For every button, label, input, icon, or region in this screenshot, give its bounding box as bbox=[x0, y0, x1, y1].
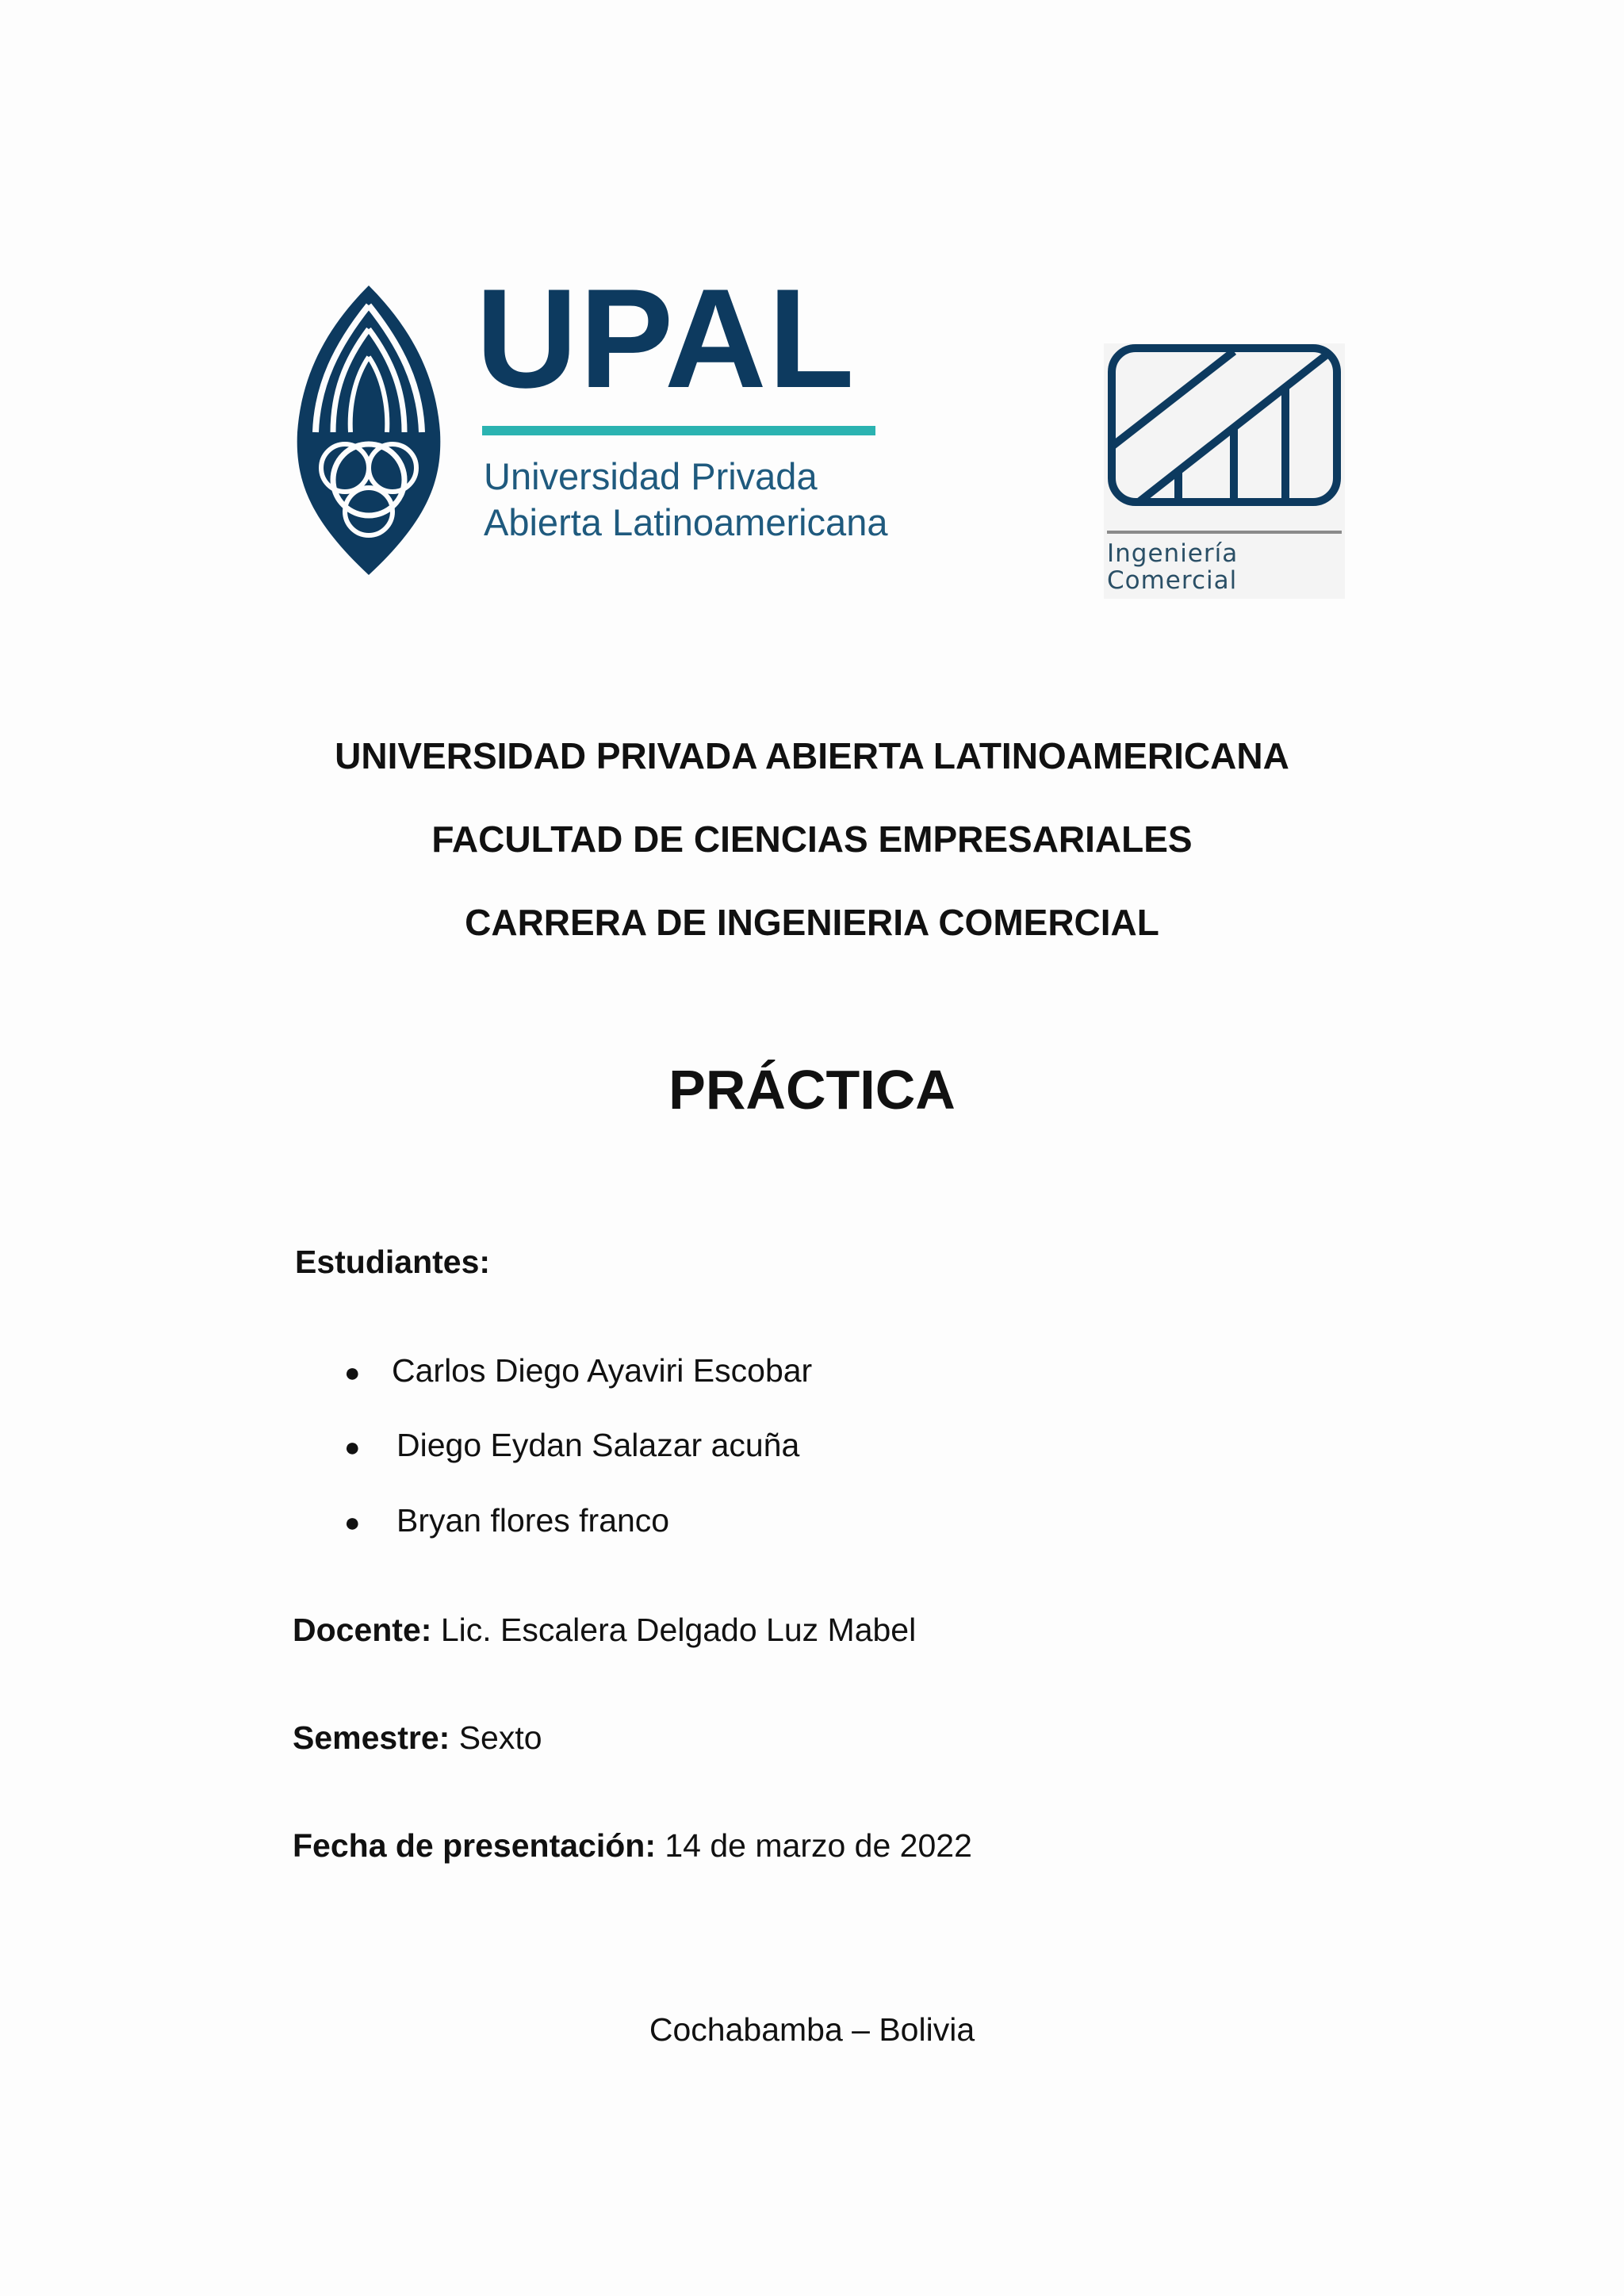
teacher-value: Lic. Escalera Delgado Luz Mabel bbox=[440, 1612, 917, 1648]
document-title: PRÁCTICA bbox=[668, 1059, 956, 1121]
date-value: 14 de marzo de 2022 bbox=[665, 1827, 972, 1864]
ing-line1: Ingeniería bbox=[1107, 539, 1239, 568]
student-list-item bbox=[344, 1351, 812, 1393]
upal-wordmark: UPAL bbox=[476, 259, 856, 417]
bar-growth-icon bbox=[1107, 343, 1342, 507]
career-name: CARRERA DE INGENIERIA COMERCIAL bbox=[465, 902, 1159, 943]
semester-value: Sexto bbox=[458, 1719, 542, 1756]
teacher-row bbox=[293, 1610, 916, 1650]
logo-divider bbox=[1107, 531, 1342, 534]
semester-row bbox=[293, 1718, 542, 1757]
upal-subtitle-line1: Universidad Privada bbox=[484, 455, 818, 497]
student-list-item bbox=[344, 1501, 669, 1543]
ingenieria-comercial-label bbox=[1107, 540, 1345, 594]
ingenieria-comercial-logo bbox=[1104, 343, 1345, 599]
semester-label: Semestre: bbox=[293, 1719, 450, 1756]
bullet-icon: ● bbox=[344, 1508, 361, 1538]
location: Cochabamba – Bolivia bbox=[649, 2011, 975, 2048]
faculty-name: FACULTAD DE CIENCIAS EMPRESARIALES bbox=[431, 818, 1193, 860]
student-name: Carlos Diego Ayaviri Escobar bbox=[392, 1352, 813, 1389]
date-row bbox=[293, 1826, 972, 1865]
upal-subtitle-line2: Abierta Latinoamericana bbox=[484, 501, 888, 543]
date-label: Fecha de presentación: bbox=[293, 1827, 656, 1864]
student-name: Diego Eydan Salazar acuña bbox=[396, 1427, 800, 1463]
student-name: Bryan flores franco bbox=[396, 1502, 670, 1539]
bullet-icon: ● bbox=[344, 1358, 361, 1388]
ing-line2: Comercial bbox=[1107, 566, 1238, 595]
upal-subtitle bbox=[484, 454, 896, 546]
upal-logo bbox=[293, 259, 888, 587]
upal-emblem-icon bbox=[293, 282, 444, 579]
upal-accent-line bbox=[482, 426, 875, 435]
student-list-item bbox=[344, 1425, 799, 1467]
university-name: UNIVERSIDAD PRIVADA ABIERTA LATINOAMERICANA bbox=[335, 735, 1289, 776]
bullet-icon: ● bbox=[344, 1432, 361, 1462]
teacher-label: Docente: bbox=[293, 1612, 432, 1648]
students-label: Estudiantes: bbox=[295, 1244, 491, 1280]
